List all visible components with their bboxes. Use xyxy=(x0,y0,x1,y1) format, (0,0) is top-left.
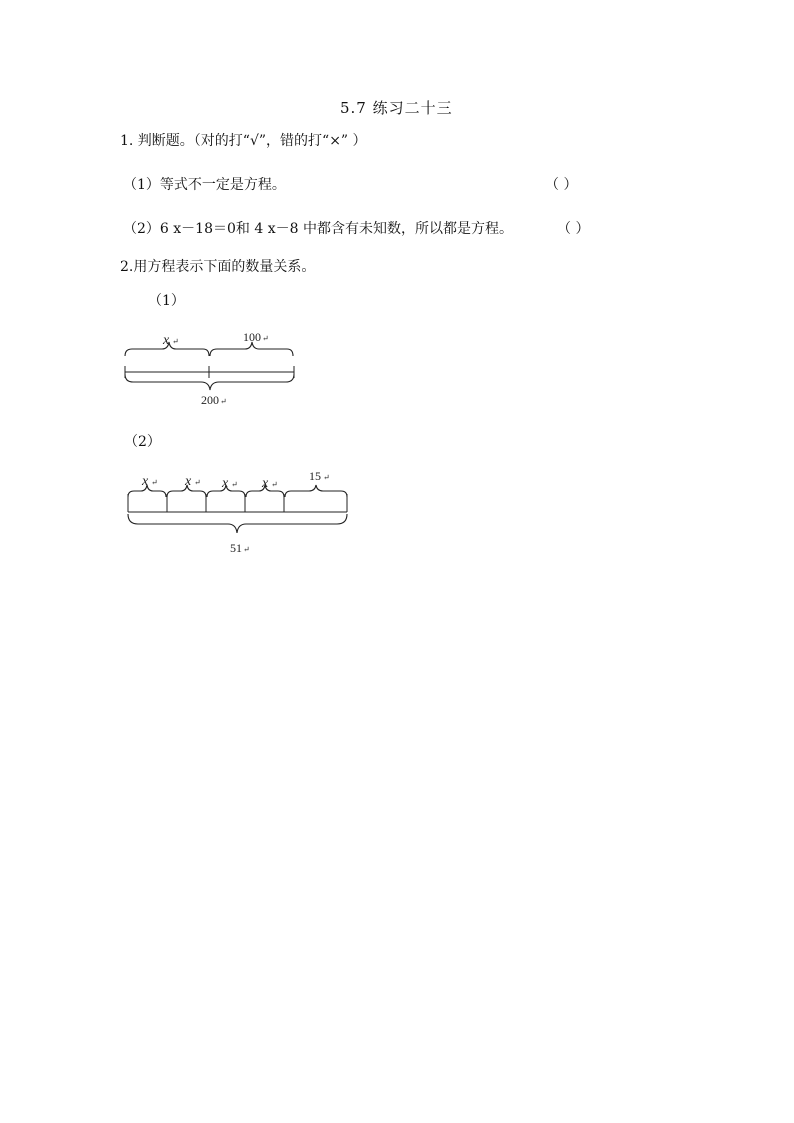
answer-blank-1[interactable]: （ ） xyxy=(545,177,578,193)
return-mark: ↵ xyxy=(323,473,330,482)
return-mark: ↵ xyxy=(271,480,278,489)
diagram-2-label-x: x xyxy=(222,476,229,491)
question-1-item-2: （2）6 x－18＝0和 4 x－8 中都含有未知数，所以都是方程。 xyxy=(123,221,513,237)
return-mark: ↵ xyxy=(194,478,201,487)
diagram-2-bottom-brace xyxy=(128,514,347,533)
diagram-2-label-x: x xyxy=(142,474,149,489)
return-mark: ↵ xyxy=(243,545,250,554)
diagram-2-label-51: 51 xyxy=(230,541,242,555)
question-1-item-1: （1）等式不一定是方程。 xyxy=(123,177,286,193)
diagram-2-top-brace xyxy=(128,485,166,497)
question-1-header: 1. 判断题。（对的打“√”，错的打“×” ） xyxy=(120,133,367,149)
diagram-2-top-brace xyxy=(246,485,284,497)
diagram-1-label-200: 200 xyxy=(201,393,219,407)
diagram-1-label-100: 100 xyxy=(243,330,261,344)
question-2-header: 2.用方程表示下面的数量关系。 xyxy=(120,259,316,275)
diagram-1-label-x: x xyxy=(163,333,170,348)
diagram-2-label-15: 15 xyxy=(309,469,321,483)
return-mark: ↵ xyxy=(231,480,238,489)
page-title: 5.7 练习二十三 xyxy=(340,99,453,117)
diagram-2-label-x: x xyxy=(185,474,192,489)
sub-question-1-label: （1） xyxy=(148,293,185,309)
diagram-2-top-brace xyxy=(285,485,347,497)
diagram-2-top-brace xyxy=(207,485,245,497)
diagram-2-label-x: x xyxy=(262,476,269,491)
return-mark: ↵ xyxy=(151,478,158,487)
return-mark: ↵ xyxy=(220,397,227,406)
return-mark: ↵ xyxy=(262,334,269,343)
return-mark: ↵ xyxy=(172,337,179,346)
answer-blank-2[interactable]: （ ） xyxy=(557,221,590,237)
sub-question-2-label: （2） xyxy=(124,434,161,450)
